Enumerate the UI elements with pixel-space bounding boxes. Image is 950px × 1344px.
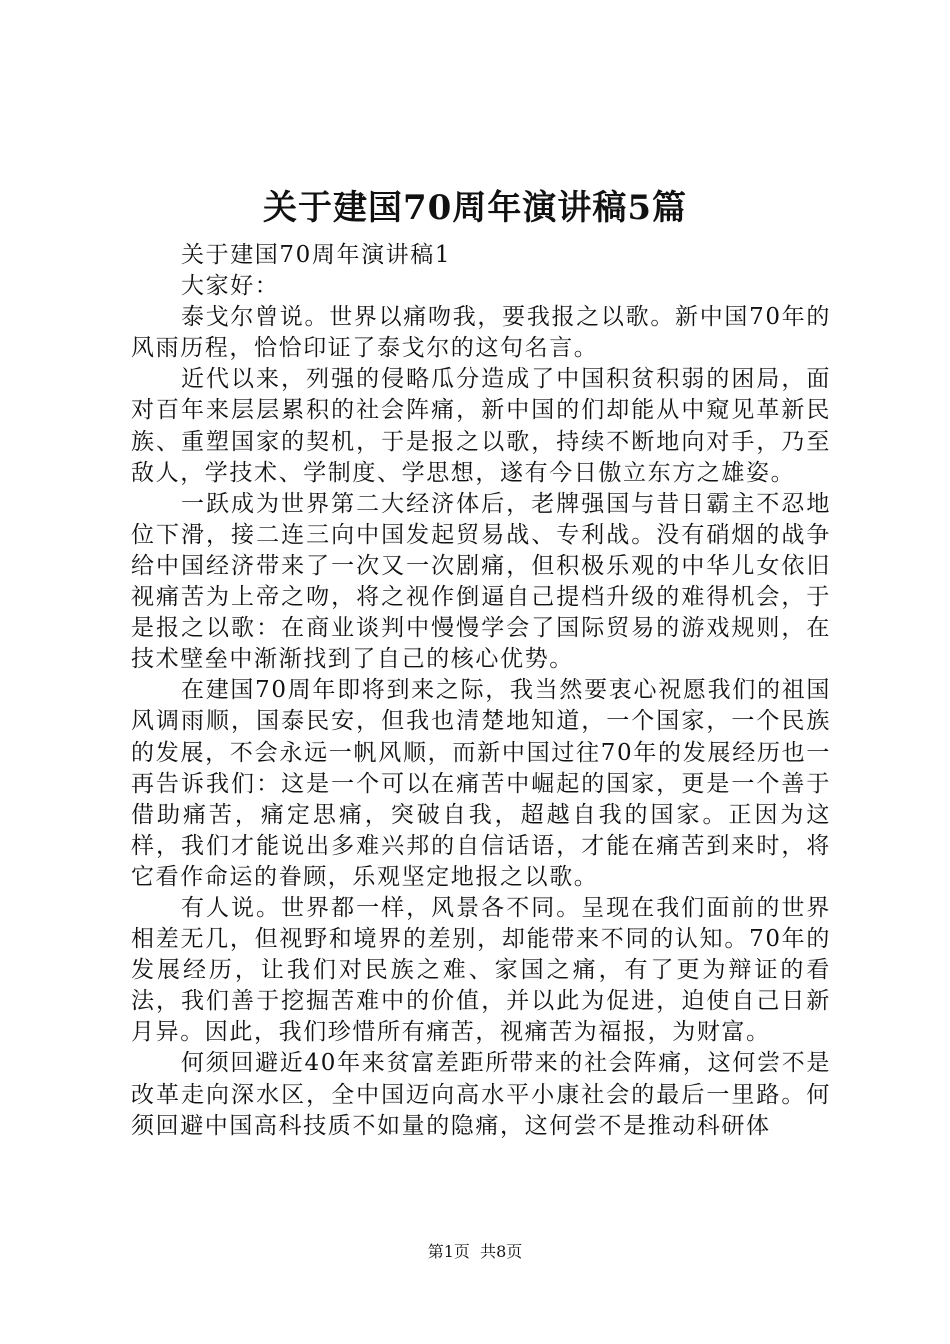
document-body	[131, 240, 831, 1142]
page-number-current: 第1页	[427, 1242, 470, 1261]
paragraph: 在建国70周年即将到来之际，我当然要衷心祝愿我们的祖国风调雨顺，国泰民安，但我也清楚地知道，一个国家，一个民族的发展，不会永远一帆风顺，而新中国过往70年的发展经历也一再告诉我们：这是一个可以在痛苦中崛起的国家，更是一个善于借助痛苦，痛定思痛，突破自我，超越自我的国家。正因为这样，我们才能说出多难兴邦的自信话语，才能在痛苦到来时，将它看作命运的眷顾，乐观坚定地报之以歌。	[131, 677, 831, 890]
paragraph-greeting: 大家好：	[181, 273, 280, 300]
paragraph: 何须回避近40年来贫富差距所带来的社会阵痛，这何尝不是改革走向深水区，全中国迈向高水平小康社会的最后一里路。何须回避中国高科技质不如量的隐痛，这何尝不是推动科研体	[131, 1050, 831, 1139]
paragraph: 泰戈尔曾说。世界以痛吻我，要我报之以歌。新中国70年的风雨历程，恰恰印证了泰戈尔的这句名言。	[131, 304, 831, 362]
page-number-total: 共8页	[480, 1242, 523, 1261]
page-footer	[0, 1242, 950, 1262]
document-title: 关于建国70周年演讲稿5篇	[263, 188, 687, 228]
paragraph: 有人说。世界都一样，风景各不同。呈现在我们面前的世界相差无几，但视野和境界的差别，却能带来不同的认知。70年的发展经历，让我们对民族之难、家国之痛，有了更为辩证的看法，我们善于挖掘苦难中的价值，并以此为促进，迫使自己日新月异。因此，我们珍惜所有痛苦，视痛苦为福报，为财富。	[131, 894, 831, 1046]
paragraph: 一跃成为世界第二大经济体后，老牌强国与昔日霸主不忍地位下滑，接二连三向中国发起贸易战、专利战。没有硝烟的战争给中国经济带来了一次又一次剧痛，但积极乐观的中华儿女依旧视痛苦为上帝之吻，将之视作倒逼自己提档升级的难得机会，于是报之以歌：在商业谈判中慢慢学会了国际贸易的游戏规则，在技术壁垒中渐渐找到了自己的核心优势。	[131, 490, 831, 673]
paragraph-subtitle: 关于建国70周年演讲稿1	[181, 242, 452, 268]
paragraph: 近代以来，列强的侵略瓜分造成了中国积贫积弱的困局，面对百年来层层累积的社会阵痛，新中国的们却能从中窥见革新民族、重塑国家的契机，于是报之以歌，持续不断地向对手，乃至敌人，学技术、学制度、学思想，遂有今日傲立东方之雄姿。	[131, 366, 831, 486]
